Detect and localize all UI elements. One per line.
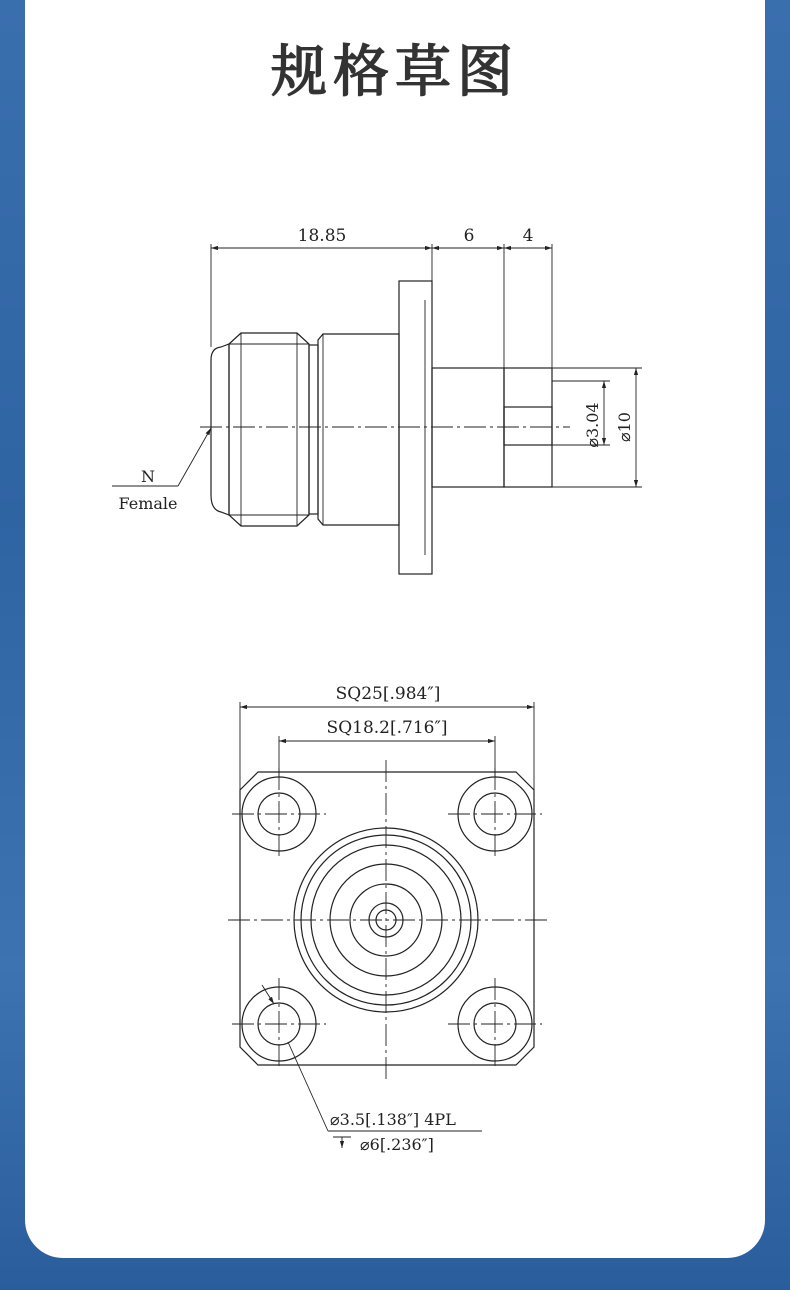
hole-spec-counterbore: ⌀6[.236″] [360,1135,434,1154]
front-view-drawing [228,702,548,1148]
hole-spec-diameter: ⌀3.5[.138″] 4PL [330,1110,456,1129]
dim-pin: 4 [522,226,534,246]
dim-pin-dia: ⌀3.04 [583,402,602,448]
dim-length: 18.85 [297,226,347,246]
dim-body-dia: ⌀10 [615,412,634,442]
page-title: 规格草图 [271,40,519,105]
connector-type-label-2: Female [118,494,178,513]
connector-type-label-1: N [141,467,155,486]
dim-flange-to-body: 6 [463,226,475,246]
dim-hole-spacing: SQ18.2[.716″] [326,718,448,738]
dim-outer-square: SQ25[.984″] [335,684,441,704]
side-view-drawing [112,244,642,574]
